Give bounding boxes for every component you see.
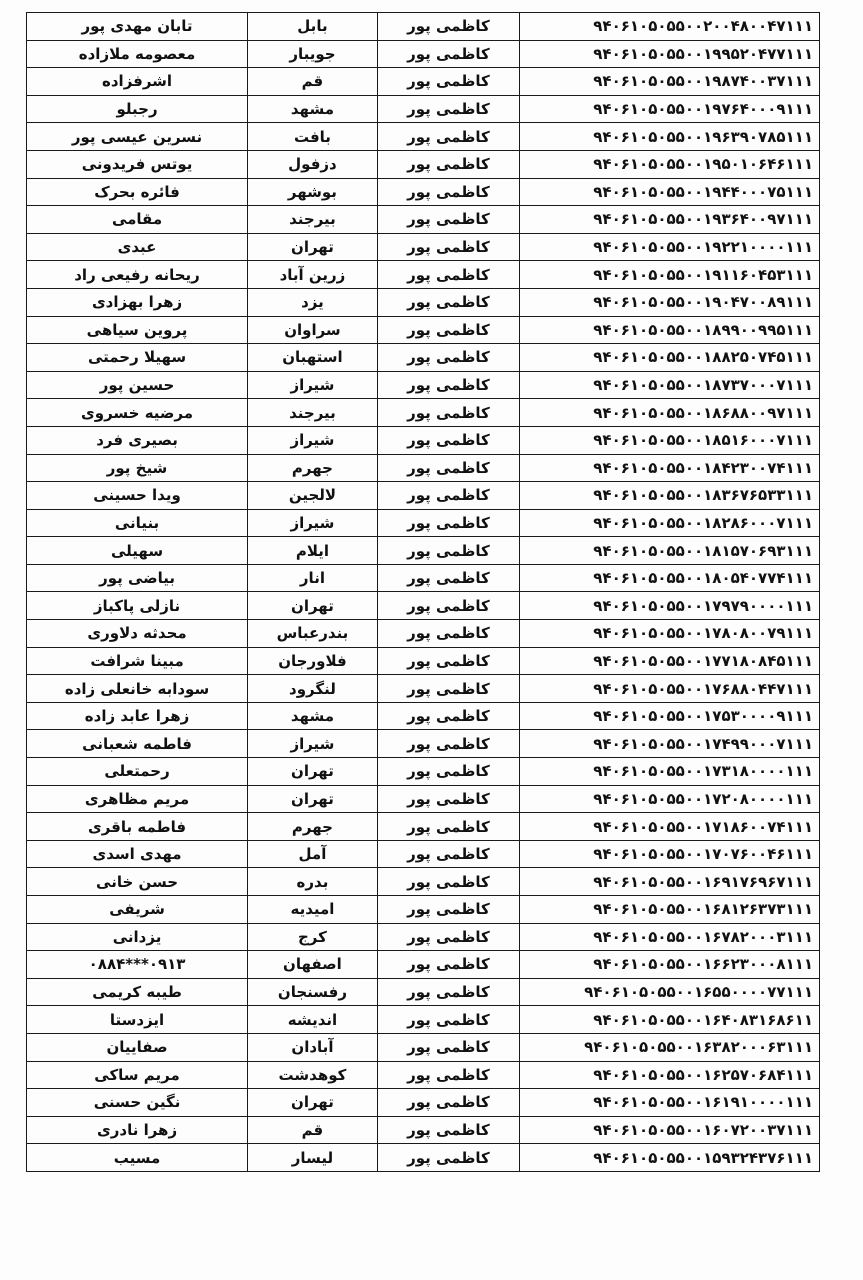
city-cell: مشهد — [248, 702, 378, 730]
table-row — [27, 537, 820, 565]
code-cell: ۹۴۰۶۱۰۵۰۵۵۰۰۱۹۰۴۷۰۰۸۹۱۱۱ — [520, 288, 820, 316]
supervisor-cell: کاظمی پور — [377, 509, 519, 537]
code-cell: ۹۴۰۶۱۰۵۰۵۵۰۰۱۸۱۵۷۰۶۹۳۱۱۱ — [520, 537, 820, 565]
name-cell: رجبلو — [27, 95, 248, 123]
city-cell: لنگرود — [248, 675, 378, 703]
table-row — [27, 206, 820, 234]
code-cell: ۹۴۰۶۱۰۵۰۵۵۰۰۲۰۰۴۸۰۰۴۷۱۱۱ — [520, 13, 820, 41]
table-row — [27, 399, 820, 427]
city-cell: رفسنجان — [248, 978, 378, 1006]
table-row — [27, 1144, 820, 1172]
supervisor-cell: کاظمی پور — [377, 564, 519, 592]
table-row — [27, 951, 820, 979]
name-cell: مریم ساکی — [27, 1061, 248, 1089]
name-cell: فاطمه شعبانی — [27, 730, 248, 758]
city-cell: انار — [248, 564, 378, 592]
name-cell: یوتس فریدونی — [27, 150, 248, 178]
city-cell: مشهد — [248, 95, 378, 123]
city-cell: فلاورجان — [248, 647, 378, 675]
code-cell: ۹۴۰۶۱۰۵۰۵۵۰۰۱۶۷۸۲۰۰۰۳۱۱۱ — [520, 923, 820, 951]
code-cell: ۹۴۰۶۱۰۵۰۵۵۰۰۱۸۰۵۴۰۷۷۴۱۱۱ — [520, 564, 820, 592]
code-cell: ۹۴۰۶۱۰۵۰۵۵۰۰۱۷۷۱۸۰۸۴۵۱۱۱ — [520, 647, 820, 675]
code-cell: ۹۴۰۶۱۰۵۰۵۵۰۰۱۶۹۱۷۶۹۶۷۱۱۱ — [520, 868, 820, 896]
city-cell: دزفول — [248, 150, 378, 178]
table-row — [27, 40, 820, 68]
supervisor-cell: کاظمی پور — [377, 150, 519, 178]
name-cell: حسن خانی — [27, 868, 248, 896]
name-cell: یزدانی — [27, 923, 248, 951]
code-cell: ۹۴۰۶۱۰۵۰۵۵۰۰۱۶۰۷۲۰۰۳۷۱۱۱ — [520, 1116, 820, 1144]
supervisor-cell: کاظمی پور — [377, 813, 519, 841]
code-cell: ۹۴۰۶۱۰۵۰۵۵۰۰۱۸۴۲۳۰۰۷۴۱۱۱ — [520, 454, 820, 482]
name-cell: مبینا شرافت — [27, 647, 248, 675]
city-cell: بیرجند — [248, 206, 378, 234]
city-cell: تهران — [248, 233, 378, 261]
name-cell: اشرفزاده — [27, 68, 248, 96]
name-cell: زهرا نادری — [27, 1116, 248, 1144]
table-row — [27, 426, 820, 454]
table-row — [27, 1116, 820, 1144]
table-row — [27, 620, 820, 648]
name-cell: محدثه دلاوری — [27, 620, 248, 648]
table-row — [27, 13, 820, 41]
table-row — [27, 868, 820, 896]
city-cell: قم — [248, 1116, 378, 1144]
table-row — [27, 482, 820, 510]
supervisor-cell: کاظمی پور — [377, 896, 519, 924]
table-row — [27, 68, 820, 96]
supervisor-cell: کاظمی پور — [377, 1144, 519, 1172]
supervisor-cell: کاظمی پور — [377, 261, 519, 289]
table-row — [27, 564, 820, 592]
name-cell: مریم مظاهری — [27, 785, 248, 813]
supervisor-cell: کاظمی پور — [377, 923, 519, 951]
table-row — [27, 1006, 820, 1034]
table-row — [27, 288, 820, 316]
table-row — [27, 344, 820, 372]
code-cell: ۹۴۰۶۱۰۵۰۵۵۰۰۱۹۴۴۰۰۰۷۵۱۱۱ — [520, 178, 820, 206]
name-cell: مهدی اسدی — [27, 840, 248, 868]
city-cell: کوهدشت — [248, 1061, 378, 1089]
supervisor-cell: کاظمی پور — [377, 1006, 519, 1034]
city-cell: امیدیه — [248, 896, 378, 924]
code-cell: ۹۴۰۶۱۰۵۰۵۵۰۰۱۸۸۲۵۰۷۴۵۱۱۱ — [520, 344, 820, 372]
supervisor-cell: کاظمی پور — [377, 537, 519, 565]
table-row — [27, 233, 820, 261]
supervisor-cell: کاظمی پور — [377, 371, 519, 399]
code-cell: ۹۴۰۶۱۰۵۰۵۵۰۰۱۸۹۹۰۰۹۹۵۱۱۱ — [520, 316, 820, 344]
supervisor-cell: کاظمی پور — [377, 620, 519, 648]
city-cell: بابل — [248, 13, 378, 41]
table-row — [27, 150, 820, 178]
table-row — [27, 1033, 820, 1061]
records-table — [26, 12, 820, 1172]
table-row — [27, 509, 820, 537]
name-cell: شریفی — [27, 896, 248, 924]
city-cell: سراوان — [248, 316, 378, 344]
supervisor-cell: کاظمی پور — [377, 288, 519, 316]
city-cell: تهران — [248, 592, 378, 620]
code-cell: ۹۴۰۶۱۰۵۰۵۵۰۰۱۷۰۷۶۰۰۴۶۱۱۱ — [520, 840, 820, 868]
table-row — [27, 978, 820, 1006]
city-cell: آمل — [248, 840, 378, 868]
code-cell: ۹۴۰۶۱۰۵۰۵۵۰۰۱۸۶۸۸۰۰۹۷۱۱۱ — [520, 399, 820, 427]
name-cell: نازلی پاکباز — [27, 592, 248, 620]
code-cell: ۹۴۰۶۱۰۵۰۵۵۰۰۱۶۲۵۷۰۶۸۴۱۱۱ — [520, 1061, 820, 1089]
city-cell: استهبان — [248, 344, 378, 372]
name-cell: مسیب — [27, 1144, 248, 1172]
supervisor-cell: کاظمی پور — [377, 399, 519, 427]
city-cell: زرین آباد — [248, 261, 378, 289]
city-cell: بندرعباس — [248, 620, 378, 648]
name-cell: سودابه خانعلی زاده — [27, 675, 248, 703]
supervisor-cell: کاظمی پور — [377, 178, 519, 206]
code-cell: ۹۴۰۶۱۰۵۰۵۵۰۰۱۸۳۶۷۶۵۳۳۱۱۱ — [520, 482, 820, 510]
city-cell: کرج — [248, 923, 378, 951]
supervisor-cell: کاظمی پور — [377, 978, 519, 1006]
city-cell: قم — [248, 68, 378, 96]
code-cell: ۹۴۰۶۱۰۵۰۵۵۰۰۱۶۸۱۲۶۳۷۳۱۱۱ — [520, 896, 820, 924]
name-cell: نسرین عیسی پور — [27, 123, 248, 151]
city-cell: آبادان — [248, 1033, 378, 1061]
supervisor-cell: کاظمی پور — [377, 785, 519, 813]
supervisor-cell: کاظمی پور — [377, 426, 519, 454]
supervisor-cell: کاظمی پور — [377, 40, 519, 68]
supervisor-cell: کاظمی پور — [377, 868, 519, 896]
name-cell: سهیلا رحمتی — [27, 344, 248, 372]
table-row — [27, 1089, 820, 1117]
table-row — [27, 371, 820, 399]
code-cell: ۹۴۰۶۱۰۵۰۵۵۰۰۱۷۹۷۹۰۰۰۰۱۱۱ — [520, 592, 820, 620]
supervisor-cell: کاظمی پور — [377, 233, 519, 261]
supervisor-cell: کاظمی پور — [377, 647, 519, 675]
supervisor-cell: کاظمی پور — [377, 13, 519, 41]
table-row — [27, 730, 820, 758]
city-cell: شیراز — [248, 371, 378, 399]
table-row — [27, 316, 820, 344]
code-cell: ۹۴۰۶۱۰۵۰۵۵۰۰۱۷۸۰۸۰۰۷۹۱۱۱ — [520, 620, 820, 648]
name-cell: زهرا عابد زاده — [27, 702, 248, 730]
table-row — [27, 702, 820, 730]
name-cell: بیاضی پور — [27, 564, 248, 592]
supervisor-cell: کاظمی پور — [377, 344, 519, 372]
code-cell: ۹۴۰۶۱۰۵۰۵۵۰۰۱۹۳۶۴۰۰۹۷۱۱۱ — [520, 206, 820, 234]
supervisor-cell: کاظمی پور — [377, 454, 519, 482]
code-cell: ۹۴۰۶۱۰۵۰۵۵۰۰۱۶۱۹۱۰۰۰۰۱۱۱ — [520, 1089, 820, 1117]
code-cell: ۹۴۰۶۱۰۵۰۵۵۰۰۱۶۳۸۲۰۰۰۶۳۱۱۱ — [520, 1033, 820, 1061]
name-cell: رحمتعلی — [27, 758, 248, 786]
name-cell: حسین پور — [27, 371, 248, 399]
supervisor-cell: کاظمی پور — [377, 840, 519, 868]
name-cell: ویدا حسینی — [27, 482, 248, 510]
code-cell: ۹۴۰۶۱۰۵۰۵۵۰۰۱۹۱۱۶۰۴۵۳۱۱۱ — [520, 261, 820, 289]
code-cell: ۹۴۰۶۱۰۵۰۵۵۰۰۱۹۸۷۴۰۰۳۷۱۱۱ — [520, 68, 820, 96]
city-cell: بافت — [248, 123, 378, 151]
table-row — [27, 454, 820, 482]
city-cell: ایلام — [248, 537, 378, 565]
code-cell: ۹۴۰۶۱۰۵۰۵۵۰۰۱۹۲۲۱۰۰۰۰۱۱۱ — [520, 233, 820, 261]
supervisor-cell: کاظمی پور — [377, 1116, 519, 1144]
code-cell: ۹۴۰۶۱۰۵۰۵۵۰۰۱۹۹۵۲۰۴۷۷۱۱۱ — [520, 40, 820, 68]
name-cell: عبدی — [27, 233, 248, 261]
supervisor-cell: کاظمی پور — [377, 758, 519, 786]
name-cell: ایزدستا — [27, 1006, 248, 1034]
supervisor-cell: کاظمی پور — [377, 702, 519, 730]
code-cell: ۹۴۰۶۱۰۵۰۵۵۰۰۱۷۴۹۹۰۰۰۷۱۱۱ — [520, 730, 820, 758]
name-cell: سهیلی — [27, 537, 248, 565]
name-cell: زهرا بهزادی — [27, 288, 248, 316]
supervisor-cell: کاظمی پور — [377, 95, 519, 123]
supervisor-cell: کاظمی پور — [377, 316, 519, 344]
supervisor-cell: کاظمی پور — [377, 592, 519, 620]
name-cell: فاطمه باقری — [27, 813, 248, 841]
table-row — [27, 813, 820, 841]
name-cell: ریحانه رفیعی راد — [27, 261, 248, 289]
supervisor-cell: کاظمی پور — [377, 206, 519, 234]
city-cell: تهران — [248, 758, 378, 786]
code-cell: ۹۴۰۶۱۰۵۰۵۵۰۰۱۸۵۱۶۰۰۰۷۱۱۱ — [520, 426, 820, 454]
table-row — [27, 923, 820, 951]
code-cell: ۹۴۰۶۱۰۵۰۵۵۰۰۱۷۶۸۸۰۴۴۷۱۱۱ — [520, 675, 820, 703]
code-cell: ۹۴۰۶۱۰۵۰۵۵۰۰۱۹۶۳۹۰۷۸۵۱۱۱ — [520, 123, 820, 151]
name-cell: بصیری فرد — [27, 426, 248, 454]
supervisor-cell: کاظمی پور — [377, 730, 519, 758]
code-cell: ۹۴۰۶۱۰۵۰۵۵۰۰۱۵۹۳۲۴۳۷۶۱۱۱ — [520, 1144, 820, 1172]
name-cell: فائره بحرک — [27, 178, 248, 206]
city-cell: لیسار — [248, 1144, 378, 1172]
code-cell: ۹۴۰۶۱۰۵۰۵۵۰۰۱۸۷۳۷۰۰۰۷۱۱۱ — [520, 371, 820, 399]
city-cell: یزد — [248, 288, 378, 316]
city-cell: جهرم — [248, 454, 378, 482]
supervisor-cell: کاظمی پور — [377, 1061, 519, 1089]
supervisor-cell: کاظمی پور — [377, 482, 519, 510]
table-row — [27, 261, 820, 289]
table-row — [27, 647, 820, 675]
table-row — [27, 178, 820, 206]
table-row — [27, 592, 820, 620]
code-cell: ۹۴۰۶۱۰۵۰۵۵۰۰۱۷۳۱۸۰۰۰۰۱۱۱ — [520, 758, 820, 786]
name-cell: پروین سیاهی — [27, 316, 248, 344]
name-cell: نگین حسنی — [27, 1089, 248, 1117]
code-cell: ۹۴۰۶۱۰۵۰۵۵۰۰۱۹۷۶۴۰۰۰۹۱۱۱ — [520, 95, 820, 123]
name-cell: شیخ پور — [27, 454, 248, 482]
code-cell: ۹۴۰۶۱۰۵۰۵۵۰۰۱۷۲۰۸۰۰۰۰۱۱۱ — [520, 785, 820, 813]
name-cell: بنیانی — [27, 509, 248, 537]
city-cell: تهران — [248, 1089, 378, 1117]
table-row — [27, 675, 820, 703]
city-cell: اصفهان — [248, 951, 378, 979]
city-cell: بیرجند — [248, 399, 378, 427]
supervisor-cell: کاظمی پور — [377, 1033, 519, 1061]
code-cell: ۹۴۰۶۱۰۵۰۵۵۰۰۱۹۵۰۱۰۶۴۶۱۱۱ — [520, 150, 820, 178]
records-table-body — [27, 13, 820, 1172]
city-cell: بدره — [248, 868, 378, 896]
city-cell: تهران — [248, 785, 378, 813]
table-row — [27, 896, 820, 924]
supervisor-cell: کاظمی پور — [377, 68, 519, 96]
table-row — [27, 1061, 820, 1089]
code-cell: ۹۴۰۶۱۰۵۰۵۵۰۰۱۷۵۳۰۰۰۰۹۱۱۱ — [520, 702, 820, 730]
code-cell: ۹۴۰۶۱۰۵۰۵۵۰۰۱۶۶۲۳۰۰۰۸۱۱۱ — [520, 951, 820, 979]
city-cell: لالجین — [248, 482, 378, 510]
city-cell: شیراز — [248, 426, 378, 454]
city-cell: شیراز — [248, 730, 378, 758]
supervisor-cell: کاظمی پور — [377, 1089, 519, 1117]
name-cell: تابان مهدی پور — [27, 13, 248, 41]
code-cell: ۹۴۰۶۱۰۵۰۵۵۰۰۱۶۵۵۰۰۰۰۷۷۱۱۱ — [520, 978, 820, 1006]
table-row — [27, 123, 820, 151]
city-cell: جهرم — [248, 813, 378, 841]
city-cell: شیراز — [248, 509, 378, 537]
table-row — [27, 758, 820, 786]
name-cell: مقامی — [27, 206, 248, 234]
table-row — [27, 95, 820, 123]
code-cell: ۹۴۰۶۱۰۵۰۵۵۰۰۱۶۴۰۸۳۱۶۸۶۱۱ — [520, 1006, 820, 1034]
city-cell: بوشهر — [248, 178, 378, 206]
name-cell: طیبه کریمی — [27, 978, 248, 1006]
table-row — [27, 785, 820, 813]
name-cell: مرضیه خسروی — [27, 399, 248, 427]
name-cell: معصومه ملازاده — [27, 40, 248, 68]
name-cell: ۰۹۱۳***۰۸۸۴ — [27, 951, 248, 979]
code-cell: ۹۴۰۶۱۰۵۰۵۵۰۰۱۷۱۸۶۰۰۷۴۱۱۱ — [520, 813, 820, 841]
supervisor-cell: کاظمی پور — [377, 123, 519, 151]
city-cell: جویبار — [248, 40, 378, 68]
table-row — [27, 840, 820, 868]
code-cell: ۹۴۰۶۱۰۵۰۵۵۰۰۱۸۲۸۶۰۰۰۷۱۱۱ — [520, 509, 820, 537]
supervisor-cell: کاظمی پور — [377, 675, 519, 703]
city-cell: اندیشه — [248, 1006, 378, 1034]
supervisor-cell: کاظمی پور — [377, 951, 519, 979]
name-cell: صفاییان — [27, 1033, 248, 1061]
